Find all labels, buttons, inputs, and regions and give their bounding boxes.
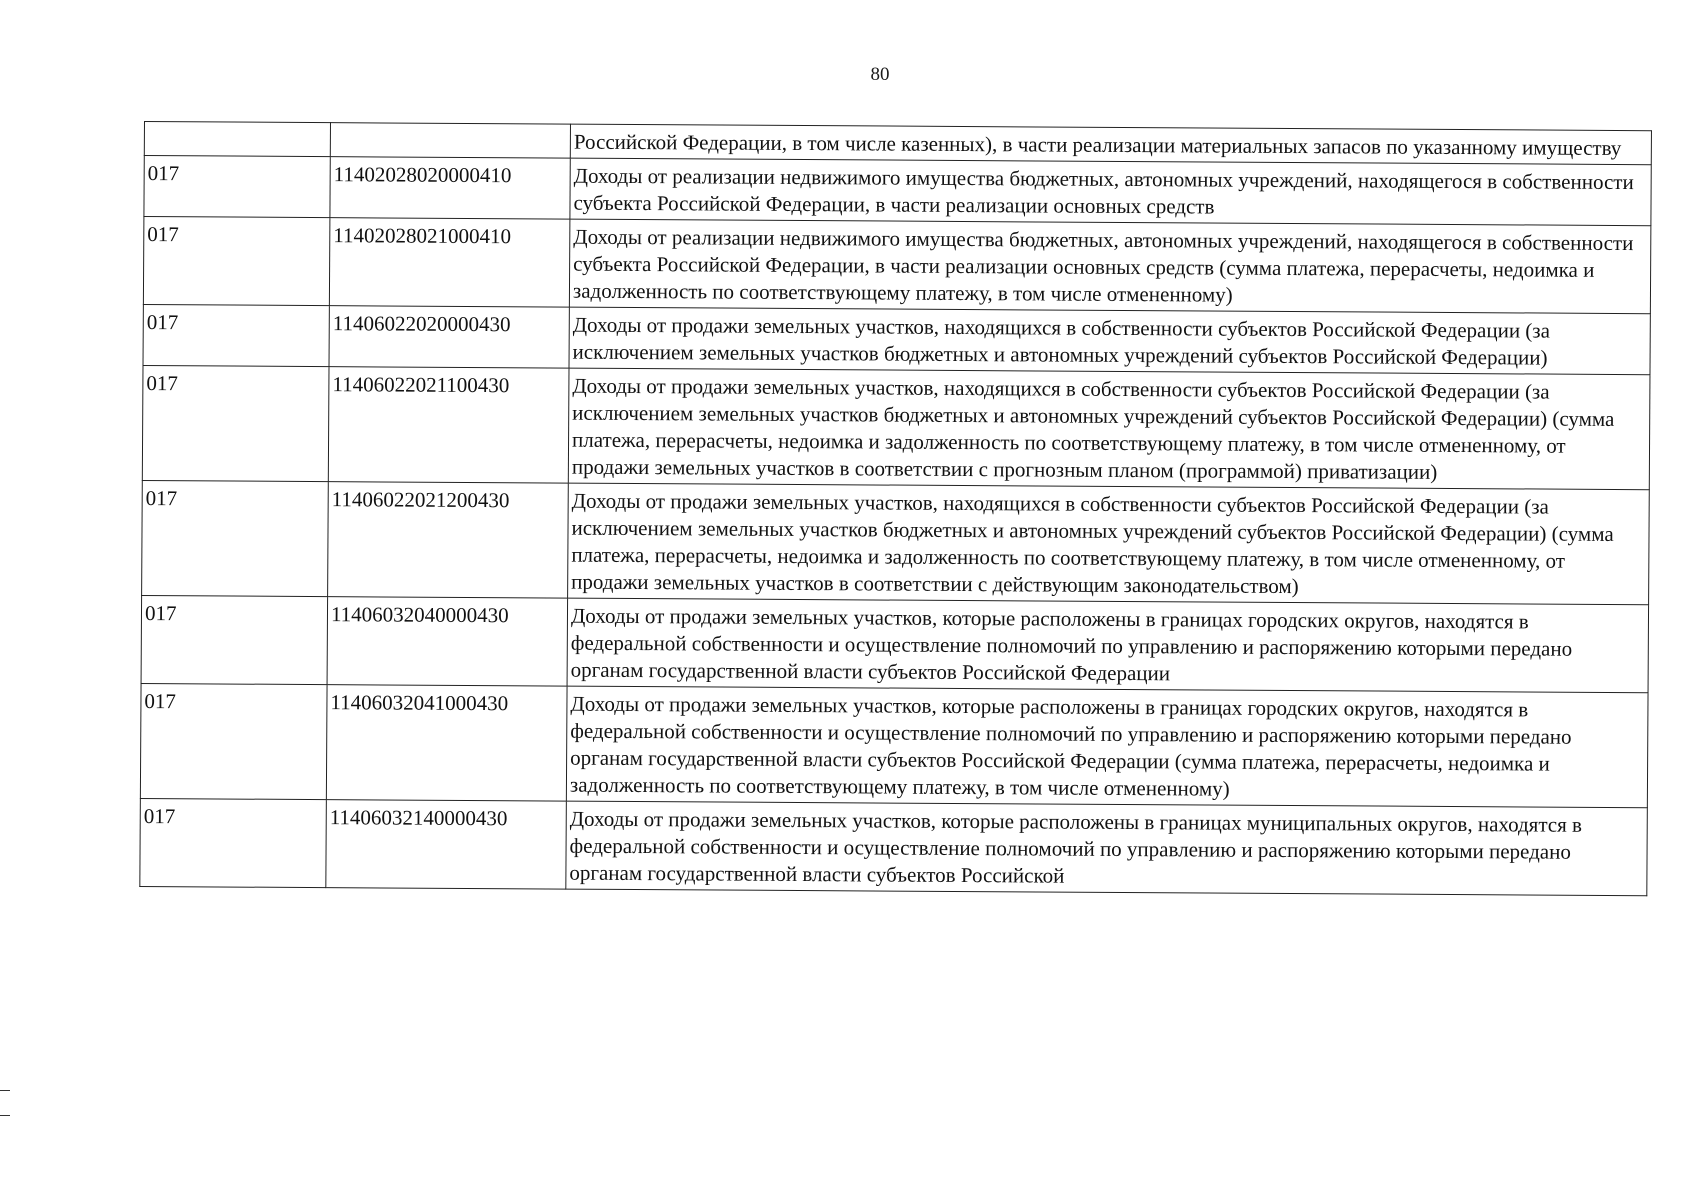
revenue-codes-table <box>139 121 1652 896</box>
left-margin-mark <box>0 1090 10 1091</box>
description-cell: Доходы от продажи земельных участков, которые расположены в границах городских округов, находятся в федеральной собственности и осуществление полномочий по управлению и распоряжению которыми передано органам государственной власти субъектов Российской Федерации <box>567 598 1649 693</box>
left-margin-mark <box>0 1115 10 1116</box>
admin-code-cell: 017 <box>143 217 330 306</box>
budget-code-cell: 11406032041000430 <box>326 685 567 801</box>
admin-code-cell: 017 <box>143 304 329 366</box>
description-cell: Российской Федерации, в том числе казенных), в части реализации материальных запасов по указанному имуществу <box>570 124 1651 165</box>
admin-code-cell: 017 <box>141 595 328 684</box>
table-row <box>142 365 1650 489</box>
description-cell: Доходы от продажи земельных участков, которые расположены в границах муниципальных округов, находятся в федеральной собственности и осуществление полномочий по управлению и распоряжению которыми передано органам государственной власти субъектов Российской <box>566 801 1648 896</box>
description-cell: Доходы от продажи земельных участков, находящихся в собственности субъектов Российской Федерации (за исключением земельных участков бюджетных и автономных учреждений субъектов Российской Федерации) <box>569 307 1650 375</box>
budget-code-cell <box>330 123 570 158</box>
admin-code-cell: 017 <box>142 365 329 481</box>
budget-code-cell: 11406022021200430 <box>328 482 569 598</box>
budget-code-cell: 11402028020000410 <box>330 157 570 219</box>
table-body <box>140 122 1652 896</box>
admin-code-cell: 017 <box>142 480 329 596</box>
budget-code-cell: 11406032040000430 <box>327 597 568 686</box>
admin-code-cell: 017 <box>140 683 327 799</box>
table-row <box>142 480 1650 604</box>
table-row <box>143 304 1650 374</box>
table-row <box>140 798 1648 895</box>
table-row <box>144 156 1651 226</box>
admin-code-cell: 017 <box>144 156 330 218</box>
table-row <box>140 683 1648 807</box>
table-row <box>143 217 1651 314</box>
budget-code-cell: 11406022020000430 <box>329 306 569 368</box>
table-row <box>141 595 1649 692</box>
description-cell: Доходы от продажи земельных участков, находящихся в собственности субъектов Российской Федерации (за исключением земельных участков бюджетных и автономных учреждений субъектов Российской Федерации) (сумма платежа, перерасчеты, недоимка и задолженность по соответствующему платежу, в том числе отмененному, от продажи земельных участков в соответствии с прогнозным планом (программой) приватизации) <box>568 368 1650 490</box>
admin-code-cell: 017 <box>140 798 327 887</box>
description-cell: Доходы от продажи земельных участков, которые расположены в границах городских округов, находятся в федеральной собственности и осуществление полномочий по управлению и распоряжению которыми передано органам государственной власти субъектов Российской Федерации (сумма платежа, перерасчеты, недоимка и задолженность по соответствующему платежу, в том числе отмененному) <box>566 686 1648 808</box>
admin-code-cell <box>144 122 330 157</box>
budget-code-cell: 11406032140000430 <box>326 800 567 889</box>
description-cell: Доходы от продажи земельных участков, находящихся в собственности субъектов Российской Федерации (за исключением земельных участков бюджетных и автономных учреждений субъектов Российской Федерации) (сумма платежа, перерасчеты, недоимка и задолженность по соответствующему платежу, в том числе отмененному, от продажи земельных участков в соответствии с действующим законодательством) <box>568 483 1650 605</box>
budget-code-cell: 11402028021000410 <box>329 218 570 307</box>
page-number: 80 <box>870 64 890 85</box>
description-cell: Доходы от реализации недвижимого имущества бюджетных, автономных учреждений, находящегося в собственности субъекта Российской Федерации, в части реализации основных средств (сумма платежа, перерасчеты, недоимка и задолженность по соответствующему платежу, в том числе отмененному) <box>569 219 1651 314</box>
description-cell: Доходы от реализации недвижимого имущества бюджетных, автономных учреждений, находящегося в собственности субъекта Российской Федерации, в части реализации основных средств <box>570 158 1651 226</box>
budget-code-cell: 11406022021100430 <box>328 367 569 483</box>
